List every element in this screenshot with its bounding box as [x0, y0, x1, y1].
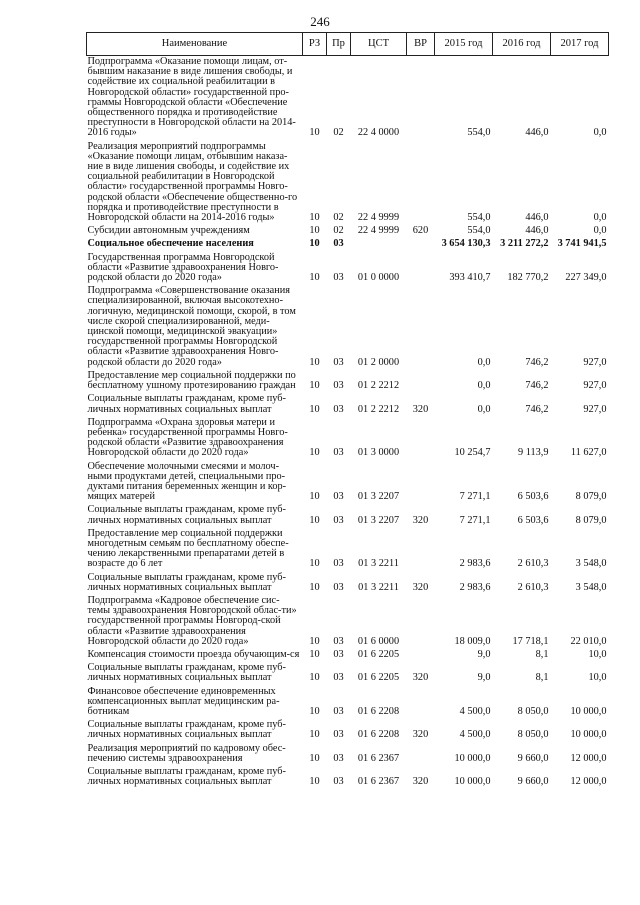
- row-2015-value: 10 254,7: [454, 447, 491, 459]
- row-2015-value: 10 000,0: [454, 776, 491, 788]
- row-name: Социальные выплаты гражданам, кроме пуб-личных нормативных социальных выплат: [87, 571, 286, 593]
- table-row: [87, 141, 609, 226]
- row-name: Реализация мероприятий подпрограммы «Оказание помощи лицам, отбывшим наказа-ние в виде лишения свободы, и содействие их социальной реабилитации в Новгородской области» государственной программы Новго-родской области «Обеспечение общественно-го порядка и противодействие преступности в Новгородской области на 2014-2016 годы»: [87, 140, 298, 224]
- row-vr: 320: [412, 729, 429, 741]
- row-2017-value: 227 349,0: [565, 272, 607, 284]
- row-2017-value: 927,0: [583, 380, 607, 392]
- row-cst: 01 3 2211: [358, 581, 399, 593]
- row-rz: 10: [309, 212, 320, 224]
- row-pr: 03: [333, 403, 344, 415]
- row-2017-value: 3 741 941,5: [557, 238, 607, 250]
- row-rz: 10: [309, 514, 320, 526]
- row-name: Подпрограмма «Совершенствование оказания специализированной, включая высокотехно-логичную, медицинской помощи, скорой, в том числе скорой специализированной, меди-цинской помощи, медицинской эвакуации» государственной программы Новгородской области «Развитие здравоохранения Новго-родской области до 2020 года»: [87, 285, 296, 368]
- row-2017-value: 10 000,0: [570, 705, 607, 717]
- row-rz: 10: [309, 356, 320, 368]
- row-cst: 01 6 0000: [357, 635, 400, 647]
- row-cst: 01 2 2212: [357, 380, 400, 392]
- row-2017-value: 927,0: [583, 403, 607, 415]
- row-rz: 10: [309, 705, 320, 717]
- row-vr: 320: [412, 514, 429, 526]
- header-year-2015: 2015 год: [435, 33, 493, 56]
- table-row: [87, 461, 609, 505]
- row-vr: [407, 238, 435, 251]
- row-2015-value: 4 500,0: [459, 705, 491, 717]
- row-name: Компенсация стоимости проезда обучающим-ся: [87, 648, 300, 660]
- row-cst: 01 6 2205: [357, 648, 400, 660]
- row-2015-value: 0,0: [477, 356, 491, 368]
- row-name: Социальные выплаты гражданам, кроме пуб-личных нормативных социальных выплат: [87, 504, 286, 526]
- table-row: [87, 370, 609, 393]
- row-rz: 10: [309, 648, 320, 660]
- row-cst: 01 6 2367: [357, 752, 400, 764]
- row-pr: 03: [333, 356, 344, 368]
- row-cst: 01 3 2207: [357, 491, 400, 503]
- table-row: [87, 417, 609, 461]
- row-vr: [407, 595, 435, 649]
- row-2017-value: 3 548,0: [575, 581, 607, 593]
- row-cst: 01 3 2211: [358, 558, 399, 570]
- row-name: Подпрограмма «Кадровое обеспечение сис-темы здравоохранения Новгородской облас-ти» государственной программы Новгород-ской области «Развитие здравоохранения Новгородской области до 2020 года»: [87, 594, 297, 647]
- row-name: Обеспечение молочными смесями и молоч-ными продуктами детей, специальными про-дуктами питания беременных женщин и кор-мящих матерей: [87, 460, 287, 503]
- row-vr: [407, 141, 435, 226]
- row-rz: 10: [309, 752, 320, 764]
- row-vr: [407, 743, 435, 766]
- row-2016-value: 446,0: [525, 127, 549, 139]
- row-name: Государственная программа Новгородской области «Развитие здравоохранения Новго-родской области до 2020 года»: [87, 251, 279, 284]
- row-pr: 03: [333, 558, 344, 570]
- row-cst: 22 4 9999: [357, 225, 400, 237]
- row-rz: 10: [309, 729, 320, 741]
- header-pr: Пр: [327, 33, 351, 56]
- row-rz: 10: [309, 491, 320, 503]
- table-row: [87, 766, 609, 789]
- row-2016-value: 8 050,0: [517, 729, 549, 741]
- row-name: Социальные выплаты гражданам, кроме пуб-личных нормативных социальных выплат: [87, 662, 286, 684]
- row-name: Подпрограмма «Охрана здоровья матери и ребенка» государственной программы Новго-родской области «Развитие здравоохранения Новгородской области до 2020 года»: [87, 416, 288, 459]
- row-cst: 01 0 0000: [357, 272, 400, 284]
- row-2016-value: 746,2: [525, 403, 549, 415]
- header-cst: ЦСТ: [351, 33, 407, 56]
- row-2016-value: 182 770,2: [507, 272, 549, 284]
- table-row: [87, 686, 609, 720]
- row-vr: 320: [412, 403, 429, 415]
- row-rz: 10: [309, 558, 320, 570]
- table-row: [87, 649, 609, 662]
- row-vr: [407, 56, 435, 141]
- row-pr: 03: [333, 672, 344, 684]
- row-2016-value: 3 211 272,2: [500, 238, 549, 250]
- table-row: [87, 719, 609, 742]
- row-cst: [351, 238, 407, 251]
- row-vr: [407, 285, 435, 370]
- row-2016-value: 446,0: [525, 225, 549, 237]
- row-pr: 03: [333, 447, 344, 459]
- row-vr: [407, 649, 435, 662]
- row-2015-value: 554,0: [467, 212, 491, 224]
- page-number: 246: [310, 14, 330, 29]
- row-2016-value: 8 050,0: [517, 705, 549, 717]
- table-row: [87, 285, 609, 370]
- row-2017-value: 10,0: [588, 648, 607, 660]
- row-2015-value: 554,0: [467, 127, 491, 139]
- row-2015-value: 10 000,0: [454, 752, 491, 764]
- row-pr: 02: [333, 212, 344, 224]
- row-name: Предоставление мер социальной поддержки многодетным семьям по бесплатному обеспе-чению лекарственными препаратами детей в возрасте до 6 лет: [87, 527, 289, 570]
- table-row: [87, 572, 609, 595]
- row-2017-value: 22 010,0: [570, 635, 607, 647]
- row-pr: 03: [333, 635, 344, 647]
- row-2015-value: 9,0: [477, 648, 491, 660]
- row-pr: 03: [333, 729, 344, 741]
- header-rz: РЗ: [303, 33, 327, 56]
- header-year-2017: 2017 год: [551, 33, 609, 56]
- row-pr: 03: [333, 380, 344, 392]
- row-rz: 10: [309, 672, 320, 684]
- row-cst: 01 2 0000: [357, 356, 400, 368]
- row-pr: 03: [333, 776, 344, 788]
- table-row: [87, 743, 609, 766]
- row-2015-value: 0,0: [477, 380, 491, 392]
- row-2016-value: 8,1: [535, 648, 549, 660]
- table-row: [87, 595, 609, 649]
- row-cst: 22 4 9999: [357, 212, 400, 224]
- table-row: [87, 662, 609, 685]
- row-pr: 02: [333, 127, 344, 139]
- row-2016-value: 9 660,0: [517, 776, 549, 788]
- row-2017-value: 11 627,0: [570, 447, 607, 459]
- row-2017-value: 8 079,0: [575, 491, 607, 503]
- row-2016-value: 9 660,0: [517, 752, 549, 764]
- row-name: Социальные выплаты гражданам, кроме пуб-личных нормативных социальных выплат: [87, 766, 286, 788]
- row-cst: 01 6 2205: [357, 672, 400, 684]
- row-2015-value: 9,0: [477, 672, 491, 684]
- row-2016-value: 746,2: [525, 356, 549, 368]
- row-name: Предоставление мер социальной поддержки по бесплатному ушному протезированию граждан: [87, 369, 296, 392]
- row-name: Социальное обеспечение населения: [87, 238, 254, 250]
- row-2015-value: 393 410,7: [449, 272, 491, 284]
- row-pr: 03: [333, 705, 344, 717]
- row-cst: 01 2 2212: [357, 403, 400, 415]
- row-pr: 03: [333, 752, 344, 764]
- row-rz: 10: [309, 238, 320, 250]
- budget-table: [86, 32, 609, 789]
- header-vr: ВР: [407, 33, 435, 56]
- row-vr: [407, 417, 435, 461]
- table-row: [87, 393, 609, 416]
- row-2016-value: 2 610,3: [517, 558, 549, 570]
- row-2016-value: 746,2: [525, 380, 549, 392]
- row-cst: 01 6 2367: [357, 776, 400, 788]
- row-pr: 03: [333, 581, 344, 593]
- row-rz: 10: [309, 447, 320, 459]
- table-row: [87, 56, 609, 141]
- row-2016-value: 2 610,3: [517, 581, 549, 593]
- row-2016-value: 6 503,6: [517, 491, 549, 503]
- row-name: Подпрограмма «Оказание помощи лицам, от-бывшим наказание в виде лишения свободы, и содействие их социальной реабилитации в Новгородской области» государственной про-граммы Новгородской области «Обеспечение общественного порядка и противодействие преступности в Новгородской области на 2014-2016 годы»: [87, 56, 296, 139]
- header-year-2016: 2016 год: [493, 33, 551, 56]
- row-2015-value: 7 271,1: [459, 491, 491, 503]
- row-vr: [407, 686, 435, 720]
- row-name: Финансовое обеспечение единовременных компенсационных выплат медицинским ра-ботникам: [87, 685, 280, 717]
- row-rz: 10: [309, 272, 320, 284]
- row-2017-value: 3 548,0: [575, 558, 607, 570]
- row-cst: 22 4 0000: [357, 127, 400, 139]
- row-cst: 01 3 0000: [357, 447, 400, 459]
- row-vr: 620: [412, 225, 429, 237]
- row-rz: 10: [309, 225, 320, 237]
- row-pr: 03: [333, 238, 344, 250]
- row-2017-value: 8 079,0: [575, 514, 607, 526]
- row-2017-value: 0,0: [593, 127, 607, 139]
- row-pr: 03: [333, 514, 344, 526]
- row-2016-value: 17 718,1: [512, 635, 549, 647]
- table-row: [87, 252, 609, 286]
- row-vr: [407, 461, 435, 505]
- row-2017-value: 10 000,0: [570, 729, 607, 741]
- row-rz: 10: [309, 581, 320, 593]
- row-2017-value: 0,0: [593, 212, 607, 224]
- row-2015-value: 7 271,1: [459, 514, 491, 526]
- row-name: Социальные выплаты гражданам, кроме пуб-личных нормативных социальных выплат: [87, 719, 286, 741]
- row-name: Субсидии автономным учреждениям: [87, 225, 250, 237]
- row-name: Реализация мероприятий по кадровому обес-печению системы здравоохранения: [87, 742, 286, 764]
- row-rz: 10: [309, 635, 320, 647]
- row-2017-value: 10,0: [588, 672, 607, 684]
- row-vr: [407, 370, 435, 393]
- table-body: [87, 56, 609, 790]
- row-vr: 320: [412, 672, 429, 684]
- row-2017-value: 12 000,0: [570, 776, 607, 788]
- header-name: Наименование: [87, 33, 303, 56]
- row-2015-value: 4 500,0: [459, 729, 491, 741]
- row-2016-value: 446,0: [525, 212, 549, 224]
- row-2016-value: 6 503,6: [517, 514, 549, 526]
- row-2017-value: 927,0: [583, 356, 607, 368]
- row-2015-value: 18 009,0: [454, 635, 491, 647]
- row-2015-value: 2 983,6: [459, 558, 491, 570]
- row-cst: 01 6 2208: [357, 729, 400, 741]
- row-pr: 03: [333, 491, 344, 503]
- row-2015-value: 3 654 130,3: [441, 238, 491, 250]
- row-cst: 01 3 2207: [357, 514, 400, 526]
- row-rz: 10: [309, 403, 320, 415]
- table-row: [87, 504, 609, 527]
- table-row: [87, 238, 609, 251]
- row-cst: 01 6 2208: [357, 705, 400, 717]
- table-header-row: [87, 33, 609, 56]
- row-2015-value: 554,0: [467, 225, 491, 237]
- row-vr: 320: [412, 581, 429, 593]
- table-row: [87, 225, 609, 238]
- row-rz: 10: [309, 380, 320, 392]
- row-2017-value: 12 000,0: [570, 752, 607, 764]
- row-pr: 03: [333, 272, 344, 284]
- row-name: Социальные выплаты гражданам, кроме пуб-личных нормативных социальных выплат: [87, 393, 286, 415]
- row-pr: 02: [333, 225, 344, 237]
- row-rz: 10: [309, 776, 320, 788]
- row-2016-value: 9 113,9: [517, 447, 549, 459]
- row-2017-value: 0,0: [593, 225, 607, 237]
- row-2016-value: 8,1: [535, 672, 549, 684]
- row-vr: [407, 252, 435, 286]
- table-row: [87, 528, 609, 572]
- row-vr: 320: [412, 776, 429, 788]
- row-2015-value: 2 983,6: [459, 581, 491, 593]
- row-rz: 10: [309, 127, 320, 139]
- row-pr: 03: [333, 648, 344, 660]
- row-vr: [407, 528, 435, 572]
- row-2015-value: 0,0: [477, 403, 491, 415]
